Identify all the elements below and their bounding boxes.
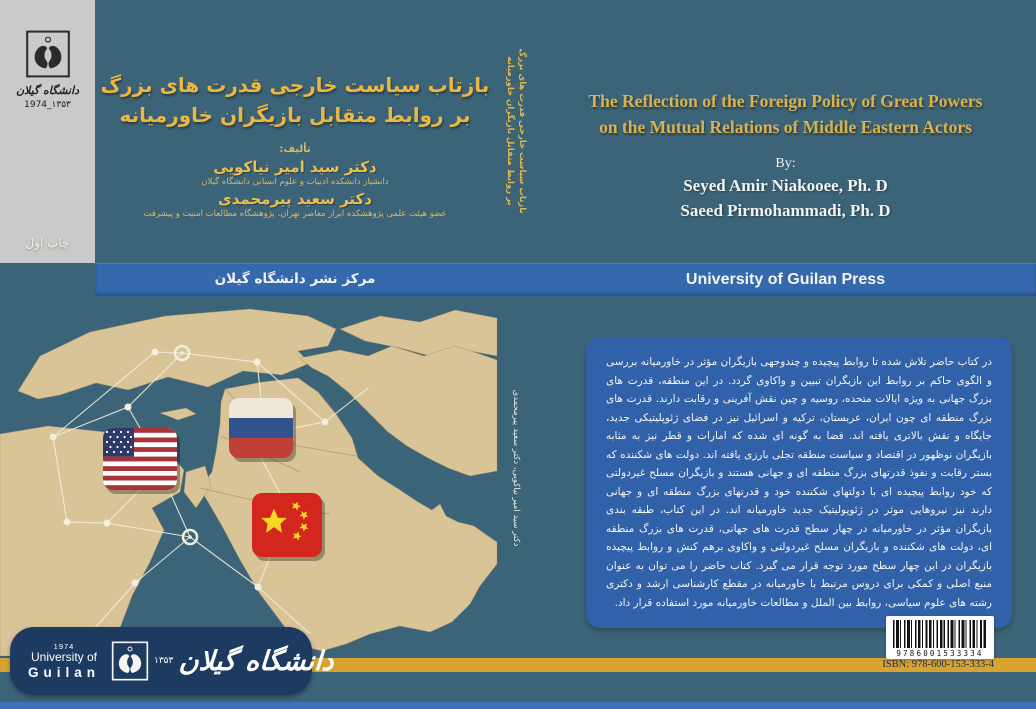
author2-name-en: Saeed Pirmohammadi, Ph. D: [680, 201, 891, 220]
china-flag-icon: [252, 493, 325, 561]
by-label: By:: [775, 156, 796, 171]
publisher-bar-en: University of Guilan Press: [685, 271, 886, 288]
publisher-bar-fa: مرکز نشر دانشگاه گیلان: [214, 271, 376, 287]
university-year-en: 1974: [53, 641, 75, 651]
university-name-en: 1974 University of Guilan: [28, 641, 101, 680]
persian-title: بازتاب سیاست خارجی قدرت های بزرگ بر روابط متقابل بازیگران خاورمیانه: [100, 73, 490, 127]
university-name-fa: دانشگاه گیلان: [178, 645, 336, 677]
middle-east-map: [0, 296, 535, 656]
spine-authors: دکتر سید امیر نیاکویی، دکتر سعید پیرمحمدی: [511, 389, 521, 547]
bottom-blue-bar: [0, 702, 1036, 709]
university-banner: [10, 627, 336, 695]
edition-badge: چاپ اول: [25, 236, 70, 250]
flap-university-name: دانشگاه گیلان: [15, 84, 80, 97]
byline-label: تألیف:: [279, 144, 311, 155]
publisher-bar: [95, 263, 1036, 296]
barcode-bars: [893, 620, 987, 648]
isbn-text: ISBN: 978-600-153-333-4: [882, 659, 994, 670]
spine-title-line2: بر روابط متقابل بازیگران خاورمیانه: [505, 56, 515, 206]
university-emblem-icon: [110, 639, 150, 683]
university-year-fa: ۱۳۵۳: [154, 656, 174, 666]
back-cover-header: [95, 0, 495, 262]
author2-affiliation: عضو هیئت علمی پژوهشکده ابرار معاصر تهران، پژوهشگاه مطالعات امنیت و پیشرفت: [143, 209, 447, 219]
author1-name-en: Seyed Amir Niakooee, Ph. D: [683, 176, 888, 195]
abstract-text: در کتاب حاضر تلاش شده تا روابط پیچیده و چندوجهی بازیگران مؤثر در خاورمیانه بررسی و الگوی حاکم بر روابط این بازیگران تبیین و واکاوی گردد. در این منطقه، قدرت های بزرگ جهانی به ویژه ایالات متحده، روسیه و چین نقش آفرینی و رقابت دارند. قدرت های بزرگ منطقه ای چون ایران، عربستان، ترکیه و اسرائیل نیز در فضای ژئوپلیتیکی جدید، جایگاه و نقش بالاتری یافته اند. فضا به گونه ای شده که امارات و قطر نیز به مثابه بازیگران نوظهور در اقتصاد و سیاست منطقه تجلی بارزی یافته اند. دولت های شکننده که بستر رقابت و نفوذ قدرتهای بزرگ منطقه ای و جهانی هستند و بازیگران مسلح غیردولتی که خود روابط پیچیده ای با دولتهای شکننده خود و قدرتهای بزرگ منطقه ای و جهانی دارند نیز نیروهایی موثر در ژئوپولیتیک جدید خاورمیانه اند. در این کتاب، طبقه بندی بازیگران مؤثر در خاورمیانه در چهار سطح قدرت های جهانی، قدرت های بزرگ منطقه ای، دولت های شکننده و بازیگران مسلح غیردولتی و واکاوی برهم کنش و روابط پیچیده بازیگران در این چهار سطح مورد توجه قرار می گیرد. کتاب حاضر را می توان به عنوان منبع اصلی و کمکی برای دروس مرتبط با خاورمیانه در مقطع کارشناسی ارشد و دکتری رشته های علوم سیاسی، روابط بین الملل و مطالعات خاورمیانه مورد استفاده قرار داد.: [605, 356, 992, 609]
spine-title: [502, 46, 528, 216]
front-cover-header: [535, 0, 1036, 262]
university-emblem-icon: [24, 28, 72, 80]
left-flap: [0, 0, 95, 263]
russia-flag-icon: [229, 398, 296, 462]
isbn-barcode: [886, 616, 994, 659]
author2-name-fa: دکتر سعید پیرمحمدی: [218, 190, 372, 208]
flap-years: ۱۳۵۳_1974: [24, 100, 71, 110]
abstract-panel: [586, 337, 1012, 628]
english-title: The Reflection of the Foreign Policy of Great Powers on the Mutual Relations of Middle Eastern Actors: [588, 91, 983, 137]
spine-title-line1: بازتاب سیاست خارجی قدرت های بزرگ: [517, 48, 527, 214]
us-flag-icon: [103, 428, 180, 494]
author1-name-fa: دکتر سید امیر نیاکویی: [213, 158, 377, 176]
barcode-digits: 9786001533334: [896, 649, 984, 658]
author1-affiliation: دانشیار دانشکده ادبیات و علوم انسانی دانشگاه گیلان: [201, 177, 389, 187]
